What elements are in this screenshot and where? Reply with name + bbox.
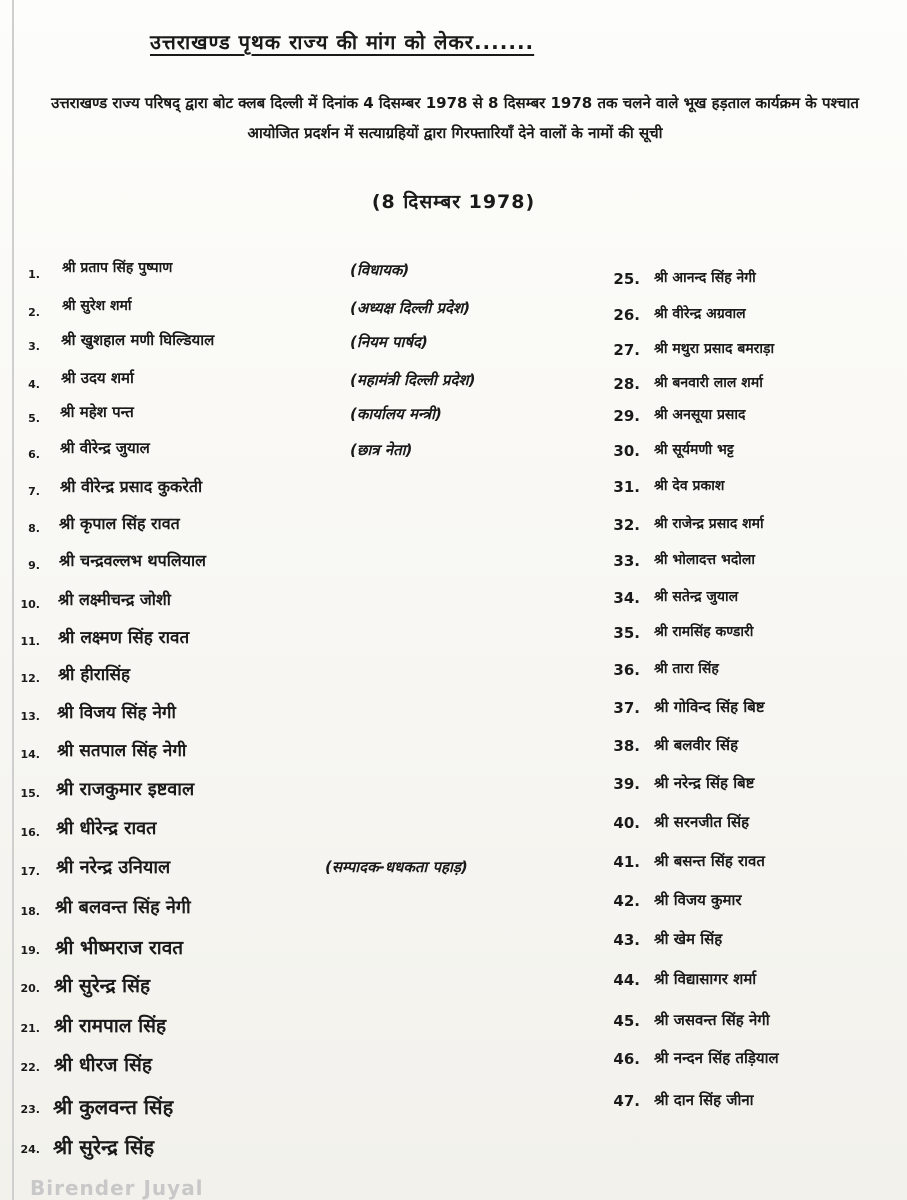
left-list-item: [0, 625, 600, 655]
right-list-item: [590, 1090, 900, 1120]
item-number: 33.: [613, 552, 640, 570]
person-name: श्री खुशहाल मणी घिल्डियाल: [61, 331, 215, 349]
person-name: श्री बनवारी लाल शर्मा: [654, 375, 763, 391]
left-list-item: [0, 512, 600, 542]
person-name: श्री सुरेन्द्र सिंह: [53, 1135, 155, 1159]
person-name: श्री भोलादत्त भदोला: [654, 552, 755, 568]
person-name: श्री कृपाल सिंह रावत: [59, 514, 180, 533]
left-list-item: [0, 549, 600, 579]
item-number: 19.: [20, 944, 40, 957]
person-name: श्री देव प्रकाश: [654, 478, 725, 494]
item-number: 11.: [20, 635, 40, 648]
person-name: श्री रामपाल सिंह: [54, 1015, 167, 1037]
item-number: 21.: [20, 1022, 40, 1035]
item-number: 4.: [28, 378, 40, 391]
left-list-item: [0, 816, 600, 846]
right-list-item: [590, 304, 900, 334]
item-number: 17.: [20, 865, 40, 878]
right-list-item: [590, 622, 900, 652]
item-number: 26.: [613, 306, 640, 324]
item-number: 40.: [613, 814, 640, 832]
left-list-item: [0, 1012, 600, 1042]
intro-paragraph: उत्तराखण्ड राज्य परिषद् द्वारा बोट क्लब दिल्ली में दिनांक 4 दिसम्बर 1978 से 8 दिसम्बर 1978 तक चलने वाले भूख हड़ताल कार्यक्रम के पश्चात आयोजित प्रदर्शन में सत्याग्रहियों द्वारा गिरफ्तारियाँ देने वालों के नामों की सूची: [51, 94, 859, 142]
left-list-item: [0, 934, 600, 964]
left-list-item: [0, 402, 600, 432]
item-number: 9.: [28, 559, 40, 572]
item-number: 22.: [20, 1061, 40, 1074]
left-list-item: [0, 777, 600, 807]
person-name: श्री भीष्मराज रावत: [55, 937, 184, 959]
left-list-item: [0, 855, 600, 885]
person-name: श्री लक्ष्मण सिंह रावत: [58, 628, 190, 648]
item-number: 2.: [28, 306, 40, 319]
person-name: श्री जसवन्त सिंह नेगी: [654, 1011, 770, 1029]
person-name: श्री तारा सिंह: [654, 661, 719, 677]
item-number: 43.: [613, 931, 640, 949]
item-number: 42.: [613, 892, 640, 910]
item-number: 35.: [613, 624, 640, 642]
item-number: 28.: [613, 375, 640, 393]
left-list-item: [0, 475, 600, 505]
item-number: 25.: [613, 270, 640, 288]
right-list-item: [590, 812, 900, 842]
person-name: श्री सुरेश शर्मा: [62, 298, 132, 314]
item-number: 14.: [20, 748, 40, 761]
person-name: श्री दान सिंह जीना: [654, 1091, 754, 1109]
person-name: श्री चन्द्रवल्लभ थपलियाल: [59, 551, 206, 570]
left-list-item: [0, 1093, 600, 1123]
item-number: 31.: [613, 478, 640, 496]
right-list-item: [590, 890, 900, 920]
right-list-item: [590, 735, 900, 765]
item-number: 24.: [20, 1143, 40, 1156]
person-name: श्री रामसिंह कण्डारी: [654, 624, 754, 640]
left-list-item: [0, 296, 600, 326]
person-designation: (नियम पार्षद): [350, 333, 428, 351]
left-list-item: [0, 258, 600, 288]
right-list-item: [590, 476, 900, 506]
right-list-item: [590, 1048, 900, 1078]
person-designation: (कार्यालय मन्त्री): [350, 405, 442, 423]
item-number: 29.: [613, 407, 640, 425]
person-name: श्री कुलवन्त सिंह: [53, 1095, 174, 1119]
item-number: 30.: [613, 442, 640, 460]
item-number: 13.: [20, 710, 40, 723]
left-list-item: [0, 895, 600, 925]
item-number: 45.: [613, 1012, 640, 1030]
person-name: श्री विद्यासागर शर्मा: [654, 970, 757, 988]
person-name: श्री सूर्यमणी भट्ट: [654, 442, 734, 458]
right-list-item: [590, 550, 900, 580]
person-designation: (छात्र नेता): [350, 441, 413, 459]
item-number: 16.: [20, 826, 40, 839]
person-name: श्री धीरेन्द्र रावत: [56, 818, 157, 839]
item-number: 10.: [20, 598, 40, 611]
right-list-item: [590, 659, 900, 689]
item-number: 18.: [20, 905, 40, 918]
document-heading: उत्तराखण्ड पृथक राज्य की मांग को लेकर.......: [150, 30, 535, 54]
item-number: 23.: [20, 1103, 40, 1116]
left-list-item: [0, 972, 600, 1002]
person-name: श्री मथुरा प्रसाद बमराड़ा: [654, 341, 775, 357]
person-name: श्री प्रताप सिंह पुष्पाण: [62, 260, 173, 276]
right-list-item: [590, 773, 900, 803]
item-number: 37.: [613, 699, 640, 717]
left-list-item: [0, 662, 600, 692]
right-list-item: [590, 851, 900, 881]
person-name: श्री सरनजीत सिंह: [654, 813, 750, 831]
person-name: श्री धीरज सिंह: [54, 1054, 152, 1076]
person-name: श्री आनन्द सिंह नेगी: [654, 270, 756, 286]
item-number: 7.: [28, 485, 40, 498]
item-number: 46.: [613, 1050, 640, 1068]
right-list-item: [590, 440, 900, 470]
item-number: 36.: [613, 661, 640, 679]
item-number: 47.: [613, 1092, 640, 1110]
item-number: 32.: [613, 516, 640, 534]
right-list-item: [590, 373, 900, 403]
person-name: श्री महेश पन्त: [60, 403, 134, 421]
right-list-item: [590, 405, 900, 435]
left-list-item: [0, 1051, 600, 1081]
person-name: श्री उदय शर्मा: [61, 369, 134, 387]
item-number: 27.: [613, 341, 640, 359]
person-designation: (महामंत्री दिल्ली प्रदेश): [350, 371, 476, 389]
person-name: श्री गोविन्द सिंह बिष्ट: [654, 698, 765, 716]
item-number: 38.: [613, 737, 640, 755]
person-name: श्री वीरेन्द्र प्रसाद कुकरेती: [60, 477, 203, 496]
right-list-item: [590, 1010, 900, 1040]
right-list-item: [590, 514, 900, 544]
right-list-item: [590, 697, 900, 727]
person-name: श्री खेम सिंह: [654, 930, 723, 948]
person-name: श्री विजय सिंह नेगी: [57, 703, 176, 723]
item-number: 1.: [28, 268, 40, 281]
item-number: 12.: [20, 672, 40, 685]
item-number: 44.: [613, 971, 640, 989]
person-name: श्री नन्दन सिंह तड़ियाल: [654, 1049, 779, 1067]
item-number: 41.: [613, 853, 640, 871]
person-name: श्री लक्ष्मीचन्द्र जोशी: [58, 590, 171, 609]
left-list-item: [0, 1133, 600, 1163]
item-number: 8.: [28, 522, 40, 535]
person-name: श्री वीरेन्द्र जुयाल: [60, 439, 150, 457]
left-list-item: [0, 330, 600, 360]
left-list-item: [0, 368, 600, 398]
left-list-item: [0, 438, 600, 468]
person-designation: (सम्पादक-धधकता पहाड़): [325, 858, 468, 876]
person-name: श्री वीरेन्द्र अग्रवाल: [654, 306, 746, 322]
person-name: श्री सुरेन्द्र सिंह: [54, 975, 151, 997]
event-date: (8 दिसम्बर 1978): [371, 191, 536, 213]
person-name: श्री बलवीर सिंह: [654, 736, 739, 754]
person-name: श्री सतेन्द्र जुयाल: [654, 589, 739, 605]
person-name: श्री नरेन्द्र उनियाल: [56, 857, 171, 878]
person-name: श्री राजकुमार इष्टवाल: [56, 779, 195, 800]
item-number: 39.: [613, 775, 640, 793]
person-name: श्री हीरासिंह: [58, 665, 131, 685]
item-number: 6.: [28, 448, 40, 461]
item-number: 3.: [28, 340, 40, 353]
right-list-item: [590, 339, 900, 369]
person-name: श्री राजेन्द्र प्रसाद शर्मा: [654, 516, 764, 532]
right-list-item: [590, 587, 900, 617]
item-number: 5.: [28, 412, 40, 425]
person-name: श्री बसन्त सिंह रावत: [654, 852, 765, 870]
watermark: Birender Juyal: [30, 1176, 204, 1200]
right-list-item: [590, 929, 900, 959]
right-list-item: [590, 268, 900, 298]
person-designation: (विधायक): [350, 261, 410, 279]
person-name: श्री बलवन्त सिंह नेगी: [55, 897, 191, 918]
left-list-item: [0, 700, 600, 730]
person-designation: (अध्यक्ष दिल्ली प्रदेश): [350, 299, 471, 317]
item-number: 20.: [20, 982, 40, 995]
person-name: श्री सतपाल सिंह नेगी: [57, 741, 187, 761]
left-list-item: [0, 738, 600, 768]
item-number: 15.: [20, 787, 40, 800]
item-number: 34.: [613, 589, 640, 607]
person-name: श्री अनसूया प्रसाद: [654, 407, 746, 423]
person-name: श्री नरेन्द्र सिंह बिष्ट: [654, 774, 755, 792]
right-list-item: [590, 969, 900, 999]
left-list-item: [0, 588, 600, 618]
person-name: श्री विजय कुमार: [654, 891, 742, 909]
